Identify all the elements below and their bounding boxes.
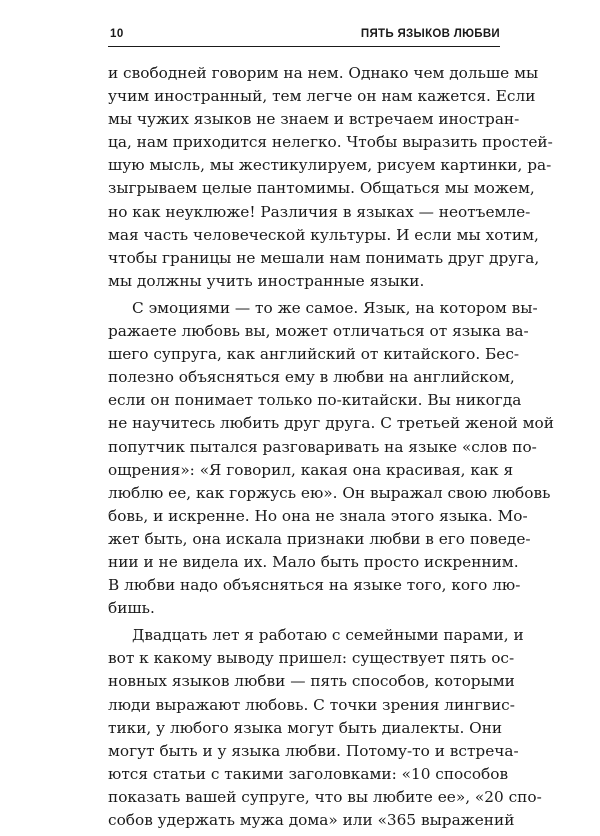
text-line: ются статьи с такими заголовками: «10 способов [108,764,509,783]
text-line: ощрения»: «Я говорил, какая она красивая, как я [108,460,514,479]
text-line: новных языков любви — пять способов, которыми [108,672,515,691]
text-line: мы должны учить иностранные языки. [108,271,425,290]
text-line: люди выражают любовь. С точки зрения лингвис- [108,695,515,714]
text-line: люблю ее, как горжусь ею». Он выражал свою любовь [108,483,551,502]
paragraph [108,624,542,832]
text-line: шего супруга, как английский от китайского. Бес- [108,345,520,364]
text-line: бишь. [108,599,155,618]
text-line: учим иностранный, тем легче он нам кажется. Если [108,87,536,106]
text-line: собов удержать мужа дома» или «365 выражений [108,811,515,829]
text-line: зыгрываем целые пантомимы. Общаться мы можем, [108,179,535,198]
text-line: нии и не видела их. Мало быть просто искренним. [108,552,519,571]
body-text [108,62,554,836]
text-line: жет быть, она искала признаки любви в его поведе- [108,529,531,548]
text-line: ражаете любовь вы, может отличаться от языка ва- [108,322,529,341]
text-line: В любви надо объясняться на языке того, кого лю- [108,576,521,595]
text-line: не научитесь любить друг друга. С третьей женой мой [108,414,554,433]
text-line: тики, у любого языка могут быть диалекты. Они [108,718,503,737]
text-line: мая часть человеческой культуры. И если мы хотим, [108,225,539,244]
text-line: попутчик пытался разговаривать на языке «слов по- [108,437,537,456]
text-line: мы чужих языков не знаем и встречаем иностран- [108,110,520,129]
text-line: вот к какому выводу пришел: существует пять ос- [108,649,515,668]
text-line: могут быть и у языка любви. Потому-то и встреча- [108,741,519,760]
page-number: 10 [110,28,124,40]
text-line: бовь, и искренне. Но она не знала этого языка. Мо- [108,506,528,525]
paragraph [108,62,553,293]
text-line: шую мысль, мы жестикулируем, рисуем картинки, ра- [108,156,552,175]
text-line: чтобы границы не мешали нам понимать друг друга, [108,248,540,267]
text-line: ца, нам приходится нелегко. Чтобы выразить простей- [108,133,553,152]
text-line: Двадцать лет я работаю с семейными парами, и [132,626,524,645]
text-line: полезно объясняться ему в любви на английском, [108,368,515,387]
text-line: но как неуклюже! Различия в языках — неотъемле- [108,202,531,221]
running-header [108,22,500,47]
running-title: ПЯТЬ ЯЗЫКОВ ЛЮБВИ [360,28,500,40]
paragraph [108,297,554,620]
text-line: С эмоциями — то же самое. Язык, на котором вы- [132,298,538,317]
text-line: если он понимает только по-китайски. Вы никогда [108,391,522,410]
text-line: и свободней говорим на нем. Однако чем дольше мы [108,64,539,82]
text-line: показать вашей супруге, что вы любите ее», «20 спо- [108,787,542,806]
